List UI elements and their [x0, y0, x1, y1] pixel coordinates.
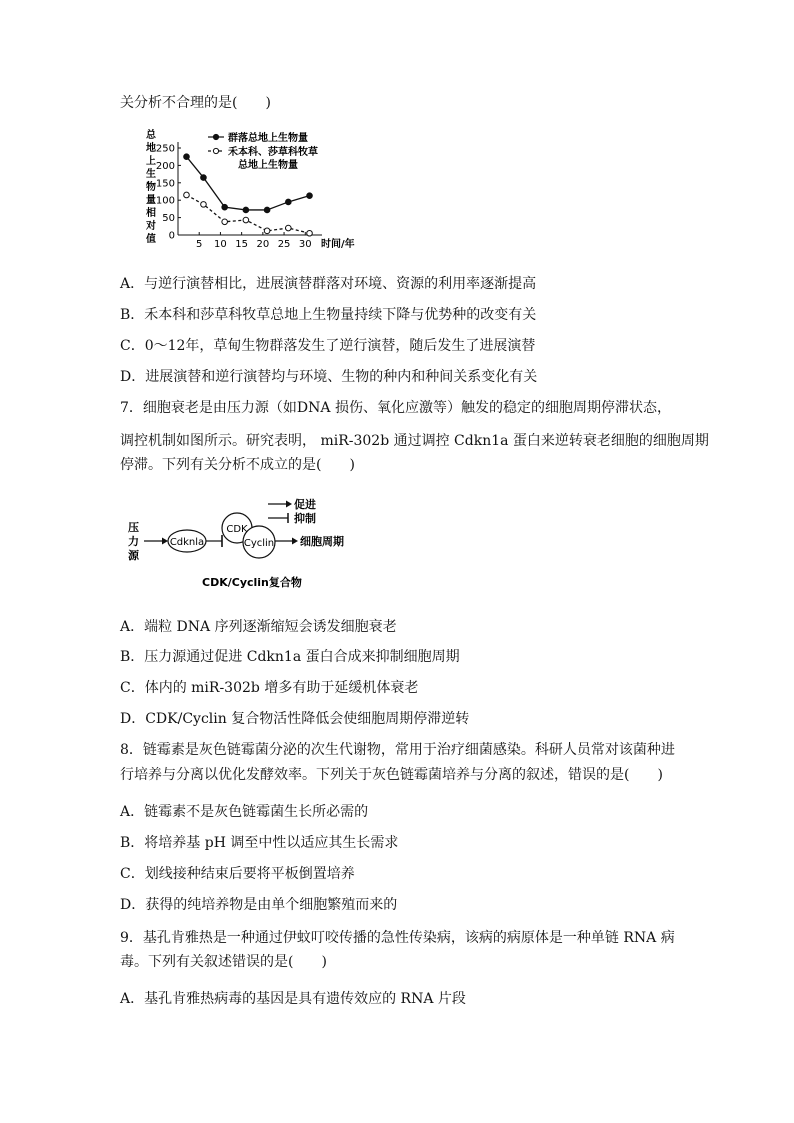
- cdkn1a-label: Cdknla: [169, 537, 205, 548]
- q8-stem-line-1: 8．链霉素是灰色链霉菌分泌的次生代谢物，常用于治疗细菌感染。科研人员常对该菌种进: [120, 742, 675, 758]
- cell-cycle-regulation-diagram: [122, 494, 362, 594]
- x-tick-label: 10: [214, 239, 227, 250]
- source-char-1: 压: [128, 521, 139, 534]
- chart-legend: [208, 131, 318, 171]
- q9-stem-line-1: 9．基孔肯雅热是一种通过伊蚊叮咬传播的急性传染病，该病的病原体是一种单链 RNA 病: [120, 930, 675, 946]
- data-point: [307, 193, 313, 199]
- legend-marker-filled: [213, 134, 218, 139]
- q6-option-a: A．与逆行演替相比，进展演替群落对环境、资源的利用率逐渐提高: [120, 276, 537, 292]
- y-tick-label: 100: [155, 195, 175, 207]
- cycle-arrowhead: [292, 538, 298, 545]
- x-tick-label: 30: [298, 239, 312, 250]
- ylabel-char: 地: [146, 143, 156, 154]
- q7-option-b: B．压力源通过促进 Cdkn1a 蛋白合成来抑制细胞周期: [120, 649, 460, 665]
- q7-option-d: D．CDK/Cyclin 复合物活性降低会使细胞周期停滞逆转: [120, 711, 470, 727]
- data-point: [201, 202, 207, 208]
- source-char-2: 力: [128, 535, 139, 548]
- data-point: [184, 154, 190, 160]
- y-tick-label: 200: [155, 160, 175, 172]
- ylabel-char: 量: [146, 195, 156, 206]
- q7-option-a: A．端粒 DNA 序列逐渐缩短会诱发细胞衰老: [120, 619, 397, 635]
- cell-cycle-label: 细胞周期: [300, 535, 344, 548]
- q8-option-a: A．链霉素不是灰色链霉菌生长所必需的: [120, 804, 369, 820]
- q6-stem-tail: 关分析不合理的是( ): [120, 95, 271, 111]
- x-tick-label: 20: [256, 239, 270, 250]
- x-tick-label: 15: [235, 239, 249, 250]
- diagram-svg: [122, 494, 362, 594]
- ylabel-char: 值: [146, 234, 156, 245]
- q7-stem-line-3: 停滞。下列有关分析不成立的是( ): [120, 457, 355, 473]
- ylabel-char: 生: [146, 169, 156, 180]
- q7-stem-line-2: 调控机制如图所示。研究表明， miR-302b 通过调控 Cdkn1a 蛋白来逆转衰老细胞的细胞周期: [120, 433, 709, 449]
- q6-option-d: D．进展演替和逆行演替均与环境、生物的种内和种间关系变化有关: [120, 369, 538, 385]
- q9-stem-line-2: 毒。下列有关叙述错误的是( ): [120, 954, 327, 970]
- biomass-line-chart: [140, 128, 370, 256]
- y-tick-label: 0: [168, 230, 175, 242]
- y-tick-label: 250: [155, 143, 175, 155]
- x-axis-label: 时间/年: [321, 239, 355, 250]
- chart-svg: [140, 128, 370, 256]
- data-point: [243, 217, 249, 223]
- data-point: [286, 225, 292, 231]
- legend-marker-open: [213, 148, 218, 153]
- data-point: [222, 219, 228, 225]
- q8-option-b: B．将培养基 pH 调至中性以适应其生长需求: [120, 835, 399, 851]
- ylabel-char: 上: [146, 156, 156, 167]
- ylabel-char: 对: [146, 221, 156, 232]
- legend-label-1: 群落总地上生物量: [228, 133, 308, 144]
- data-point: [286, 199, 292, 205]
- y-tick-label: 50: [162, 213, 175, 225]
- data-point: [184, 192, 190, 198]
- data-point: [201, 175, 207, 181]
- source-arrowhead: [162, 538, 168, 545]
- ylabel-char: 物: [146, 182, 156, 193]
- complex-caption: CDK/Cyclin复合物: [202, 576, 302, 589]
- cyclin-label: Cyclin: [243, 538, 275, 549]
- legend-promote-arrowhead: [286, 501, 292, 508]
- source-char-3: 源: [128, 549, 139, 562]
- ylabel-char: 总: [146, 130, 156, 141]
- cdk-label: CDK: [226, 524, 248, 535]
- q8-stem-line-2: 行培养与分离以优化发酵效率。下列关于灰色链霉菌培养与分离的叙述，错误的是( ): [120, 767, 663, 783]
- q6-option-c: C．0～12年，草甸生物群落发生了逆行演替，随后发生了进展演替: [120, 338, 536, 354]
- q6-option-b: B．禾本科和莎草科牧草总地上生物量持续下降与优势种的改变有关: [120, 307, 537, 323]
- legend-label-2: 禾本科、莎草科牧草: [228, 147, 318, 158]
- data-point: [307, 230, 313, 236]
- q8-option-c: C．划线接种结束后要将平板倒置培养: [120, 866, 355, 882]
- q9-option-a: A．基孔肯雅热病毒的基因是具有遗传效应的 RNA 片段: [120, 991, 466, 1007]
- y-tick-label: 150: [155, 178, 175, 190]
- data-point: [222, 204, 228, 210]
- legend-promote-label: 促进: [294, 498, 316, 511]
- ylabel-char: 相: [146, 208, 156, 219]
- legend-label-3: 总地上生物量: [238, 160, 298, 171]
- data-point: [243, 207, 249, 213]
- legend-inhibit-label: 抑制: [294, 512, 316, 525]
- x-tick-label: 5: [196, 239, 203, 250]
- data-point: [264, 207, 270, 213]
- data-point: [264, 228, 270, 234]
- q8-option-d: D．获得的纯培养物是由单个细胞繁殖而来的: [120, 897, 398, 913]
- x-tick-label: 25: [277, 239, 291, 250]
- q7-option-c: C．体内的 miR-302b 增多有助于延缓机体衰老: [120, 680, 419, 696]
- q7-stem-line-1: 7．细胞衰老是由压力源（如DNA 损伤、氧化应激等）触发的稳定的细胞周期停滞状态，: [120, 400, 671, 416]
